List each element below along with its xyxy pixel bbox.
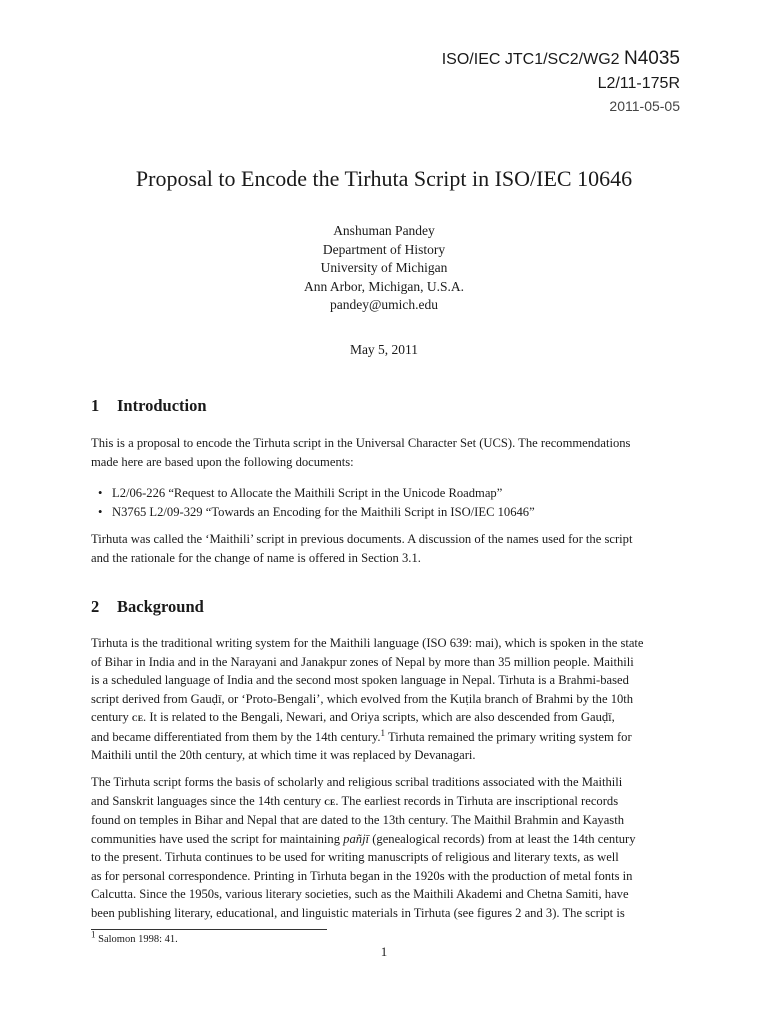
footnote-text: Salomon 1998: 41. [98,934,178,945]
text-line: been publishing literary, educational, and linguistic materials in Tirhuta (see figures 2 and 3). The script is [91,905,625,920]
text-line [91,792,681,812]
list-item [98,503,535,522]
era-marker: ce [324,795,336,808]
text-fragment: . The earliest records in Tirhuta are inscriptional records [335,793,619,808]
intro-paragraph-1 [91,434,681,471]
text-fragment: . It is related to the Bengali, Newari, and Oriya scripts, which are also descended from Gauḍī, [143,710,615,724]
section-heading-introduction [91,396,207,416]
text-line [91,708,681,728]
text-line: Maithili until the 20th century, at which time it was replaced by Devanagari. [91,748,476,762]
doc-number: N4035 [624,48,680,69]
bullet-icon: • [98,505,103,519]
text-line: and the rationale for the change of name is offered in Section 3.1. [91,550,421,565]
document-number [442,48,680,70]
footnote-divider [91,929,327,930]
author-name: Anshuman Pandey [333,223,435,238]
text-line: This is a proposal to encode the Tirhuta script in the Universal Character Set (UCS). The recommendations [91,436,631,450]
text-line: found on temples in Bihar and Nepal that are dated to the 13th century. The Maithil Brahmin and Kayasth [91,813,624,827]
text-line: Tirhuta is the traditional writing system for the Maithili language (ISO 639: mai), which is spoken in the state [91,636,644,650]
section-title: Background [117,597,204,616]
page-title: Proposal to Encode the Tirhuta Script in ISO/IEC 10646 [135,166,633,191]
list-item-text: N3765 L2/09-329 “Towards an Encoding for the Maithili Script in ISO/IEC 10646” [112,505,535,519]
text-line: made here are based upon the following documents: [91,454,354,469]
section-heading-background [91,597,204,617]
text-line: The Tirhuta script forms the basis of scholarly and religious scribal traditions associated with the Maithili [91,775,623,789]
doc-prefix: ISO/IEC JTC1/SC2/WG2 [441,51,624,68]
text-line: to the present. Tirhuta continues to be used for writing manuscripts of religious and literary texts, as well [91,850,619,864]
author-department: Department of History [322,241,446,257]
author-email: pandey@umich.edu [329,297,439,312]
text-line: Calcutta. Since the 1950s, various literary societies, such as the Maithili Akademi and Chetna Samiti, have [91,887,629,901]
bullet-icon: • [98,486,103,500]
list-item [98,484,535,503]
text-line: of Bihar in India and in the Narayani and Janakpur zones of Nepal by more than 35 million people. Maithili [91,654,634,669]
italic-term: pañjī [343,831,370,846]
section-number: 2 [91,597,100,616]
intro-paragraph-2 [91,530,681,567]
background-paragraph-1 [91,634,681,765]
publication-date: May 5, 2011 [349,342,419,357]
text-fragment: communities have used the script for maintaining [91,831,344,846]
section-title: Introduction [117,396,207,415]
section-number: 1 [91,396,100,415]
text-fragment: and became differentiated from them by the 14th century. [91,729,381,744]
text-fragment: century [91,710,132,724]
text-fragment: and Sanskrit languages since the 14th century [91,793,325,808]
footnote-number: 1 [91,929,96,940]
text-line [91,728,681,747]
list-item-text: L2/06-226 “Request to Allocate the Maithili Script in the Unicode Roadmap” [112,486,503,500]
l2-number: L2/11-175R [597,75,680,92]
page-number: 1 [380,944,388,959]
text-fragment: (genealogical records) from at least the 14th century [369,831,636,846]
reference-list [98,484,535,522]
text-line: Tirhuta was called the ‘Maithili’ script in previous documents. A discussion of the names used for the script [91,532,633,546]
text-line: script derived from Gauḍī, or ‘Proto-Bengali’, which evolved from the Kuṭila branch of Brahmi by the 10th [91,691,634,706]
text-fragment: Tirhuta remained the primary writing system for [385,729,632,744]
text-line: is a scheduled language of India and the second most spoken language in Nepal. Tirhuta is a Brahmi-based [91,673,629,687]
era-marker: ce [131,712,144,724]
header-date: 2011-05-05 [609,98,680,114]
text-line: as for personal correspondence. Printing in Tirhuta began in the 1920s with the production of metal fonts in [91,868,633,883]
author-location: Ann Arbor, Michigan, U.S.A. [304,278,464,294]
author-university: University of Michigan [320,260,448,275]
text-line [91,830,681,849]
background-paragraph-2 [91,773,681,922]
footnote-marker: 1 [380,727,386,738]
author-block [0,222,768,315]
